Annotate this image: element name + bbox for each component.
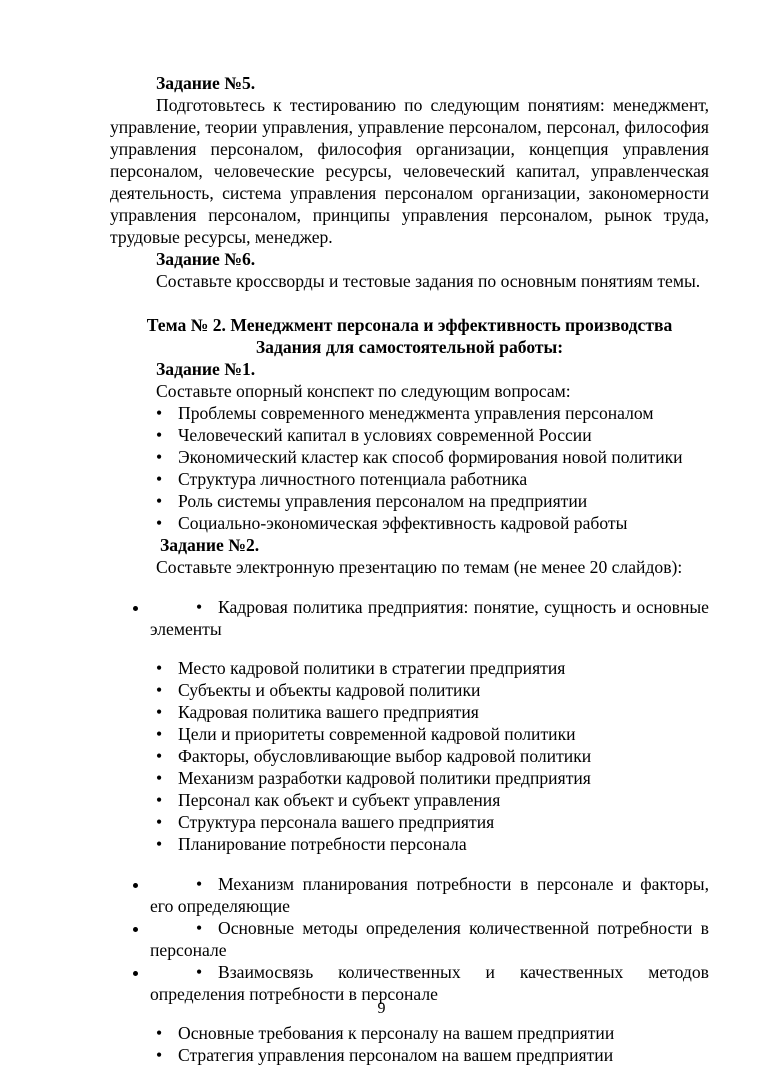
- bullet-icon: •: [156, 658, 163, 679]
- page-number: 9: [377, 1000, 386, 1017]
- task2-list-wrapped: [110, 873, 709, 1005]
- bullet-icon: •: [156, 680, 163, 701]
- list-item-text: Взаимосвязь количественных и качественных методов определения потребности в персонале: [150, 961, 709, 1004]
- list-item-text: Кадровая политика вашего предприятия: [178, 702, 479, 723]
- list-item: [110, 657, 709, 679]
- list-item-text: Планирование потребности персонала: [178, 834, 467, 855]
- task2-intro: Составьте электронную презентацию по темам (не менее 20 слайдов):: [156, 557, 683, 577]
- bullet-icon: •: [156, 812, 163, 833]
- list-item: [110, 446, 709, 468]
- list-item: [150, 917, 709, 961]
- list-item-text: Роль системы управления персоналом на предприятии: [178, 491, 588, 511]
- spacer: [110, 292, 709, 314]
- bullet-icon: •: [156, 724, 163, 745]
- list-item-text: Механизм разработки кадровой политики предприятия: [178, 768, 591, 789]
- list-item-text: Механизм планирования потребности в персонале и факторы, его определяющие: [150, 873, 709, 916]
- bullet-icon: •: [196, 917, 203, 938]
- bullet-icon: •: [156, 469, 163, 489]
- list-item: [110, 745, 709, 767]
- bullet-icon: •: [156, 746, 163, 767]
- task5-heading: Задание №5.: [156, 73, 256, 93]
- list-item-text: Проблемы современного менеджмента управления персоналом: [178, 403, 654, 423]
- topic-subtitle: Задания для самостоятельной работы:: [255, 337, 564, 357]
- bullet-icon: •: [156, 768, 163, 789]
- bullet-icon: •: [156, 702, 163, 723]
- list-item-text: Место кадровой политики в стратегии предприятия: [178, 658, 566, 679]
- bullet-icon: •: [156, 447, 163, 467]
- bullet-icon: •: [196, 873, 203, 894]
- list-item: [110, 512, 709, 534]
- list-item-text: Субъекты и объекты кадровой политики: [178, 680, 481, 701]
- bullet-icon: •: [156, 834, 163, 855]
- list-item: [110, 767, 709, 789]
- task2-list-cont: [110, 657, 709, 855]
- list-item-text: Цели и приоритеты современной кадровой политики: [178, 724, 576, 745]
- list-item: [110, 811, 709, 833]
- task2-list: [110, 596, 709, 640]
- task5-text: Подготовьтесь к тестированию по следующим понятиям: менеджмент, управление, теории управления, управление персоналом, персонал, философия управления персоналом, философия организации, концепция управления персоналом, человеческие ресурсы, человеческий капитал, управленческая деятельность, система управления персоналом организации, закономерности управления персоналом, принципы управления персоналом, рынок труда, трудовые ресурсы, менеджер.: [110, 95, 709, 247]
- list-item: [110, 1044, 709, 1066]
- list-item: [110, 402, 709, 424]
- bullet-icon: •: [156, 425, 163, 445]
- list-item-text: Основные методы определения количественной потребности в персонале: [150, 917, 709, 960]
- task6-heading: Задание №6.: [156, 249, 256, 269]
- bullet-icon: •: [196, 596, 203, 617]
- bullet-icon: •: [156, 1023, 163, 1044]
- bullet-icon: •: [196, 961, 203, 982]
- bullet-icon: •: [156, 790, 163, 811]
- bullet-icon: •: [156, 491, 163, 511]
- task2-list-end: [110, 1022, 709, 1066]
- bullet-icon: •: [156, 403, 163, 423]
- list-item-text: Социально-экономическая эффективность кадровой работы: [178, 513, 628, 533]
- list-item: [110, 490, 709, 512]
- task6-text: Составьте кроссворды и тестовые задания по основным понятиям темы.: [156, 271, 701, 291]
- task2-heading: Задание №2.: [160, 535, 260, 555]
- list-item-text: Человеческий капитал в условиях современной России: [178, 425, 592, 445]
- list-item: [110, 468, 709, 490]
- bullet-icon: •: [156, 1045, 163, 1066]
- list-item-text: Кадровая политика предприятия: понятие, сущность и основные элементы: [150, 596, 709, 639]
- task1-list: [110, 402, 709, 534]
- list-item-text: Факторы, обусловливающие выбор кадровой политики: [178, 746, 592, 767]
- list-item-text: Экономический кластер как способ формирования новой политики: [178, 447, 683, 467]
- list-item-text: Основные требования к персоналу на вашем предприятии: [178, 1023, 615, 1044]
- topic-title: Тема № 2. Менеджмент персонала и эффективность производства: [146, 315, 673, 335]
- list-item: [110, 1022, 709, 1044]
- page-content: [110, 72, 709, 1066]
- list-item: [110, 424, 709, 446]
- list-item-text: Структура персонала вашего предприятия: [178, 812, 495, 833]
- list-item: [150, 596, 709, 640]
- list-item: [150, 873, 709, 917]
- list-item: [110, 833, 709, 855]
- list-item: [110, 723, 709, 745]
- list-item: [110, 789, 709, 811]
- task1-intro: Составьте опорный конспект по следующим вопросам:: [156, 381, 571, 401]
- list-item: [110, 701, 709, 723]
- bullet-icon: •: [156, 513, 163, 533]
- task1-heading: Задание №1.: [156, 359, 256, 379]
- list-item-text: Стратегия управления персоналом на вашем предприятии: [178, 1045, 614, 1066]
- list-item-text: Персонал как объект и субъект управления: [178, 790, 501, 811]
- list-item-text: Структура личностного потенциала работника: [178, 469, 528, 489]
- list-item: [110, 679, 709, 701]
